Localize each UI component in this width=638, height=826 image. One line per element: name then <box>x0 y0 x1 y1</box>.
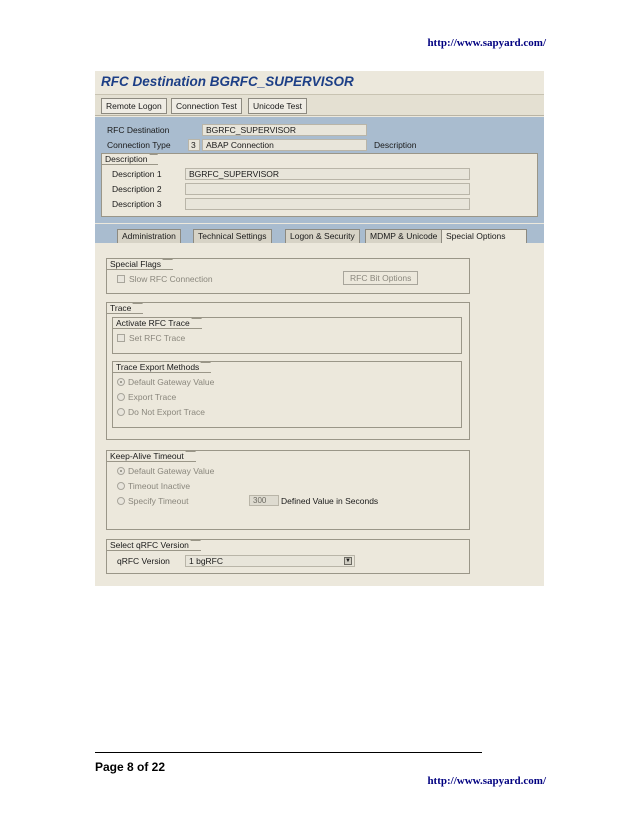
timeout-inactive-label: Timeout Inactive <box>128 481 191 491</box>
trace-group <box>106 302 470 440</box>
radio-icon <box>117 497 125 505</box>
checkbox-icon <box>117 275 125 283</box>
radio-selected-icon <box>117 467 125 475</box>
rfc-bit-options-button[interactable]: RFC Bit Options <box>343 271 418 285</box>
tab-special-options[interactable]: Special Options <box>441 229 527 243</box>
keepalive-default-label: Default Gateway Value <box>128 466 215 476</box>
toolbar <box>95 94 544 116</box>
do-not-export-label: Do Not Export Trace <box>128 407 206 417</box>
specify-timeout-option[interactable] <box>117 495 188 507</box>
qrfc-version-label: qRFC Version <box>117 556 170 566</box>
slow-rfc-option[interactable] <box>117 273 213 285</box>
window-title: RFC Destination BGRFC_SUPERVISOR <box>101 74 354 89</box>
connection-type-field: ABAP Connection <box>202 139 367 151</box>
export-default-gateway-label: Default Gateway Value <box>128 377 215 387</box>
export-default-gateway-option[interactable] <box>117 376 214 388</box>
timeout-inactive-option[interactable] <box>117 480 190 492</box>
set-rfc-trace-label: Set RFC Trace <box>129 333 186 343</box>
tab-strip <box>95 224 544 243</box>
remote-logon-button[interactable]: Remote Logon <box>101 98 167 114</box>
rfc-destination-label: RFC Destination <box>107 125 170 135</box>
connection-description-label: Description <box>374 140 417 150</box>
trace-export-group <box>112 361 462 428</box>
qrfc-version-select[interactable] <box>185 555 355 567</box>
keepalive-default-option[interactable] <box>117 465 214 477</box>
radio-selected-icon <box>117 378 125 386</box>
description-3-field[interactable] <box>185 198 470 210</box>
export-trace-label: Export Trace <box>128 392 177 402</box>
radio-icon <box>117 482 125 490</box>
rfc-destination-field[interactable]: BGRFC_SUPERVISOR <box>202 124 367 136</box>
radio-icon <box>117 393 125 401</box>
checkbox-icon <box>117 334 125 342</box>
page-number: Page 8 of 22 <box>95 760 166 774</box>
destination-header-panel <box>95 117 544 223</box>
tab-logon-security[interactable]: Logon & Security <box>285 229 360 243</box>
description-3-label: Description 3 <box>112 199 162 209</box>
footer-url[interactable]: http://www.sapyard.com/ <box>427 775 546 787</box>
dropdown-arrow-icon[interactable]: ▼ <box>345 558 351 564</box>
trace-export-legend: Trace Export Methods <box>112 361 211 373</box>
description-group <box>101 153 538 217</box>
timeout-unit-label: Defined Value in Seconds <box>281 496 379 506</box>
rfc-destination-window <box>95 71 544 586</box>
trace-legend: Trace <box>106 302 143 314</box>
keep-alive-legend: Keep-Alive Timeout <box>106 450 196 462</box>
unicode-test-button[interactable]: Unicode Test <box>248 98 307 114</box>
description-1-field[interactable]: BGRFC_SUPERVISOR <box>185 168 470 180</box>
qrfc-version-value: 1 bgRFC <box>189 556 224 566</box>
set-rfc-trace-option[interactable] <box>117 332 185 344</box>
description-2-field[interactable] <box>185 183 470 195</box>
activate-trace-group <box>112 317 462 354</box>
slow-rfc-label: Slow RFC Connection <box>129 274 213 284</box>
qrfc-version-group <box>106 539 470 574</box>
connection-test-button[interactable]: Connection Test <box>171 98 242 114</box>
connection-type-code-field[interactable]: 3 <box>188 139 200 151</box>
header-url[interactable]: http://www.sapyard.com/ <box>427 37 546 49</box>
timeout-seconds-field[interactable]: 300 <box>249 495 279 506</box>
tab-technical-settings[interactable]: Technical Settings <box>193 229 272 243</box>
tab-administration[interactable]: Administration <box>117 229 181 243</box>
special-flags-legend: Special Flags <box>106 258 173 270</box>
radio-icon <box>117 408 125 416</box>
footer-rule <box>95 752 482 753</box>
description-1-label: Description 1 <box>112 169 162 179</box>
tab-mdmp-unicode[interactable]: MDMP & Unicode <box>365 229 442 243</box>
special-flags-group <box>106 258 470 294</box>
keep-alive-group <box>106 450 470 530</box>
description-legend: Description <box>101 153 158 165</box>
specify-timeout-label: Specify Timeout <box>128 496 189 506</box>
description-2-label: Description 2 <box>112 184 162 194</box>
connection-type-label: Connection Type <box>107 140 171 150</box>
qrfc-version-legend: Select qRFC Version <box>106 539 201 551</box>
activate-trace-legend: Activate RFC Trace <box>112 317 202 329</box>
export-trace-option[interactable] <box>117 391 176 403</box>
special-options-panel <box>95 243 544 586</box>
do-not-export-option[interactable] <box>117 406 205 418</box>
